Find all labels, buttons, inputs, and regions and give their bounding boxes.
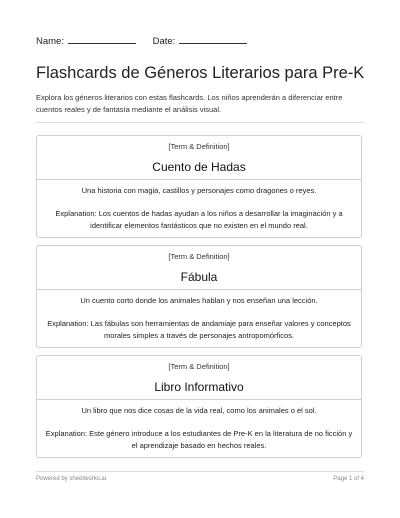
card-tag: [Term & Definition] [168,142,230,151]
card-term: Libro Informativo [154,380,244,394]
intro-text: Explora los géneros literarios con estas flashcards. Los niños aprenderán a diferenciar entre cuentos reales y de fantasía mediante el análisis visual. [36,93,343,114]
flashcard [36,135,362,238]
name-field[interactable] [36,35,136,47]
name-label: Name: [36,36,64,47]
card-definition: Un libro que nos dice cosas de la vida real, como los animales o el sol. [81,406,317,415]
date-label: Date: [152,36,176,47]
card-term: Cuento de Hadas [152,160,246,174]
page-number: Page 1 of 4 [333,476,364,482]
page-title: Flashcards de Géneros Literarios para Pre-K [36,64,365,82]
flashcard [36,245,362,348]
card-definition: Una historia con magia, castillos y personajes como dragones o reyes. [81,186,317,195]
card-tag: [Term & Definition] [168,252,230,261]
card-definition: Un cuento corto donde los animales hablan y nos enseñan una lección. [80,296,318,305]
flashcard [36,355,362,458]
card-divider [37,399,361,400]
card-explanation: Explanation: Este género introduce a los estudiantes de Pre-K en la literatura de no ficción y el aprendizaje basado en hechos reales. [45,429,353,450]
header-divider [36,122,364,123]
card-tag: [Term & Definition] [168,362,230,371]
card-divider [37,179,361,180]
card-term: Fábula [180,270,218,284]
header-fields [36,35,247,47]
card-divider [37,289,361,290]
card-explanation: Explanation: Las fábulas son herramientas de andamiaje para enseñar valores y conceptos morales simples a través de personajes antropomórficos. [47,319,351,340]
date-field[interactable] [153,35,248,47]
date-blank[interactable] [179,35,247,44]
footer-credit: Powered by sheetworks.ai [36,476,107,482]
footer-divider [36,471,364,472]
name-blank[interactable] [68,35,136,44]
card-explanation: Explanation: Los cuentos de hadas ayudan a los niños a desarrollar la imaginación y a identificar elementos fantásticos que no existen en el mundo real. [55,209,343,230]
